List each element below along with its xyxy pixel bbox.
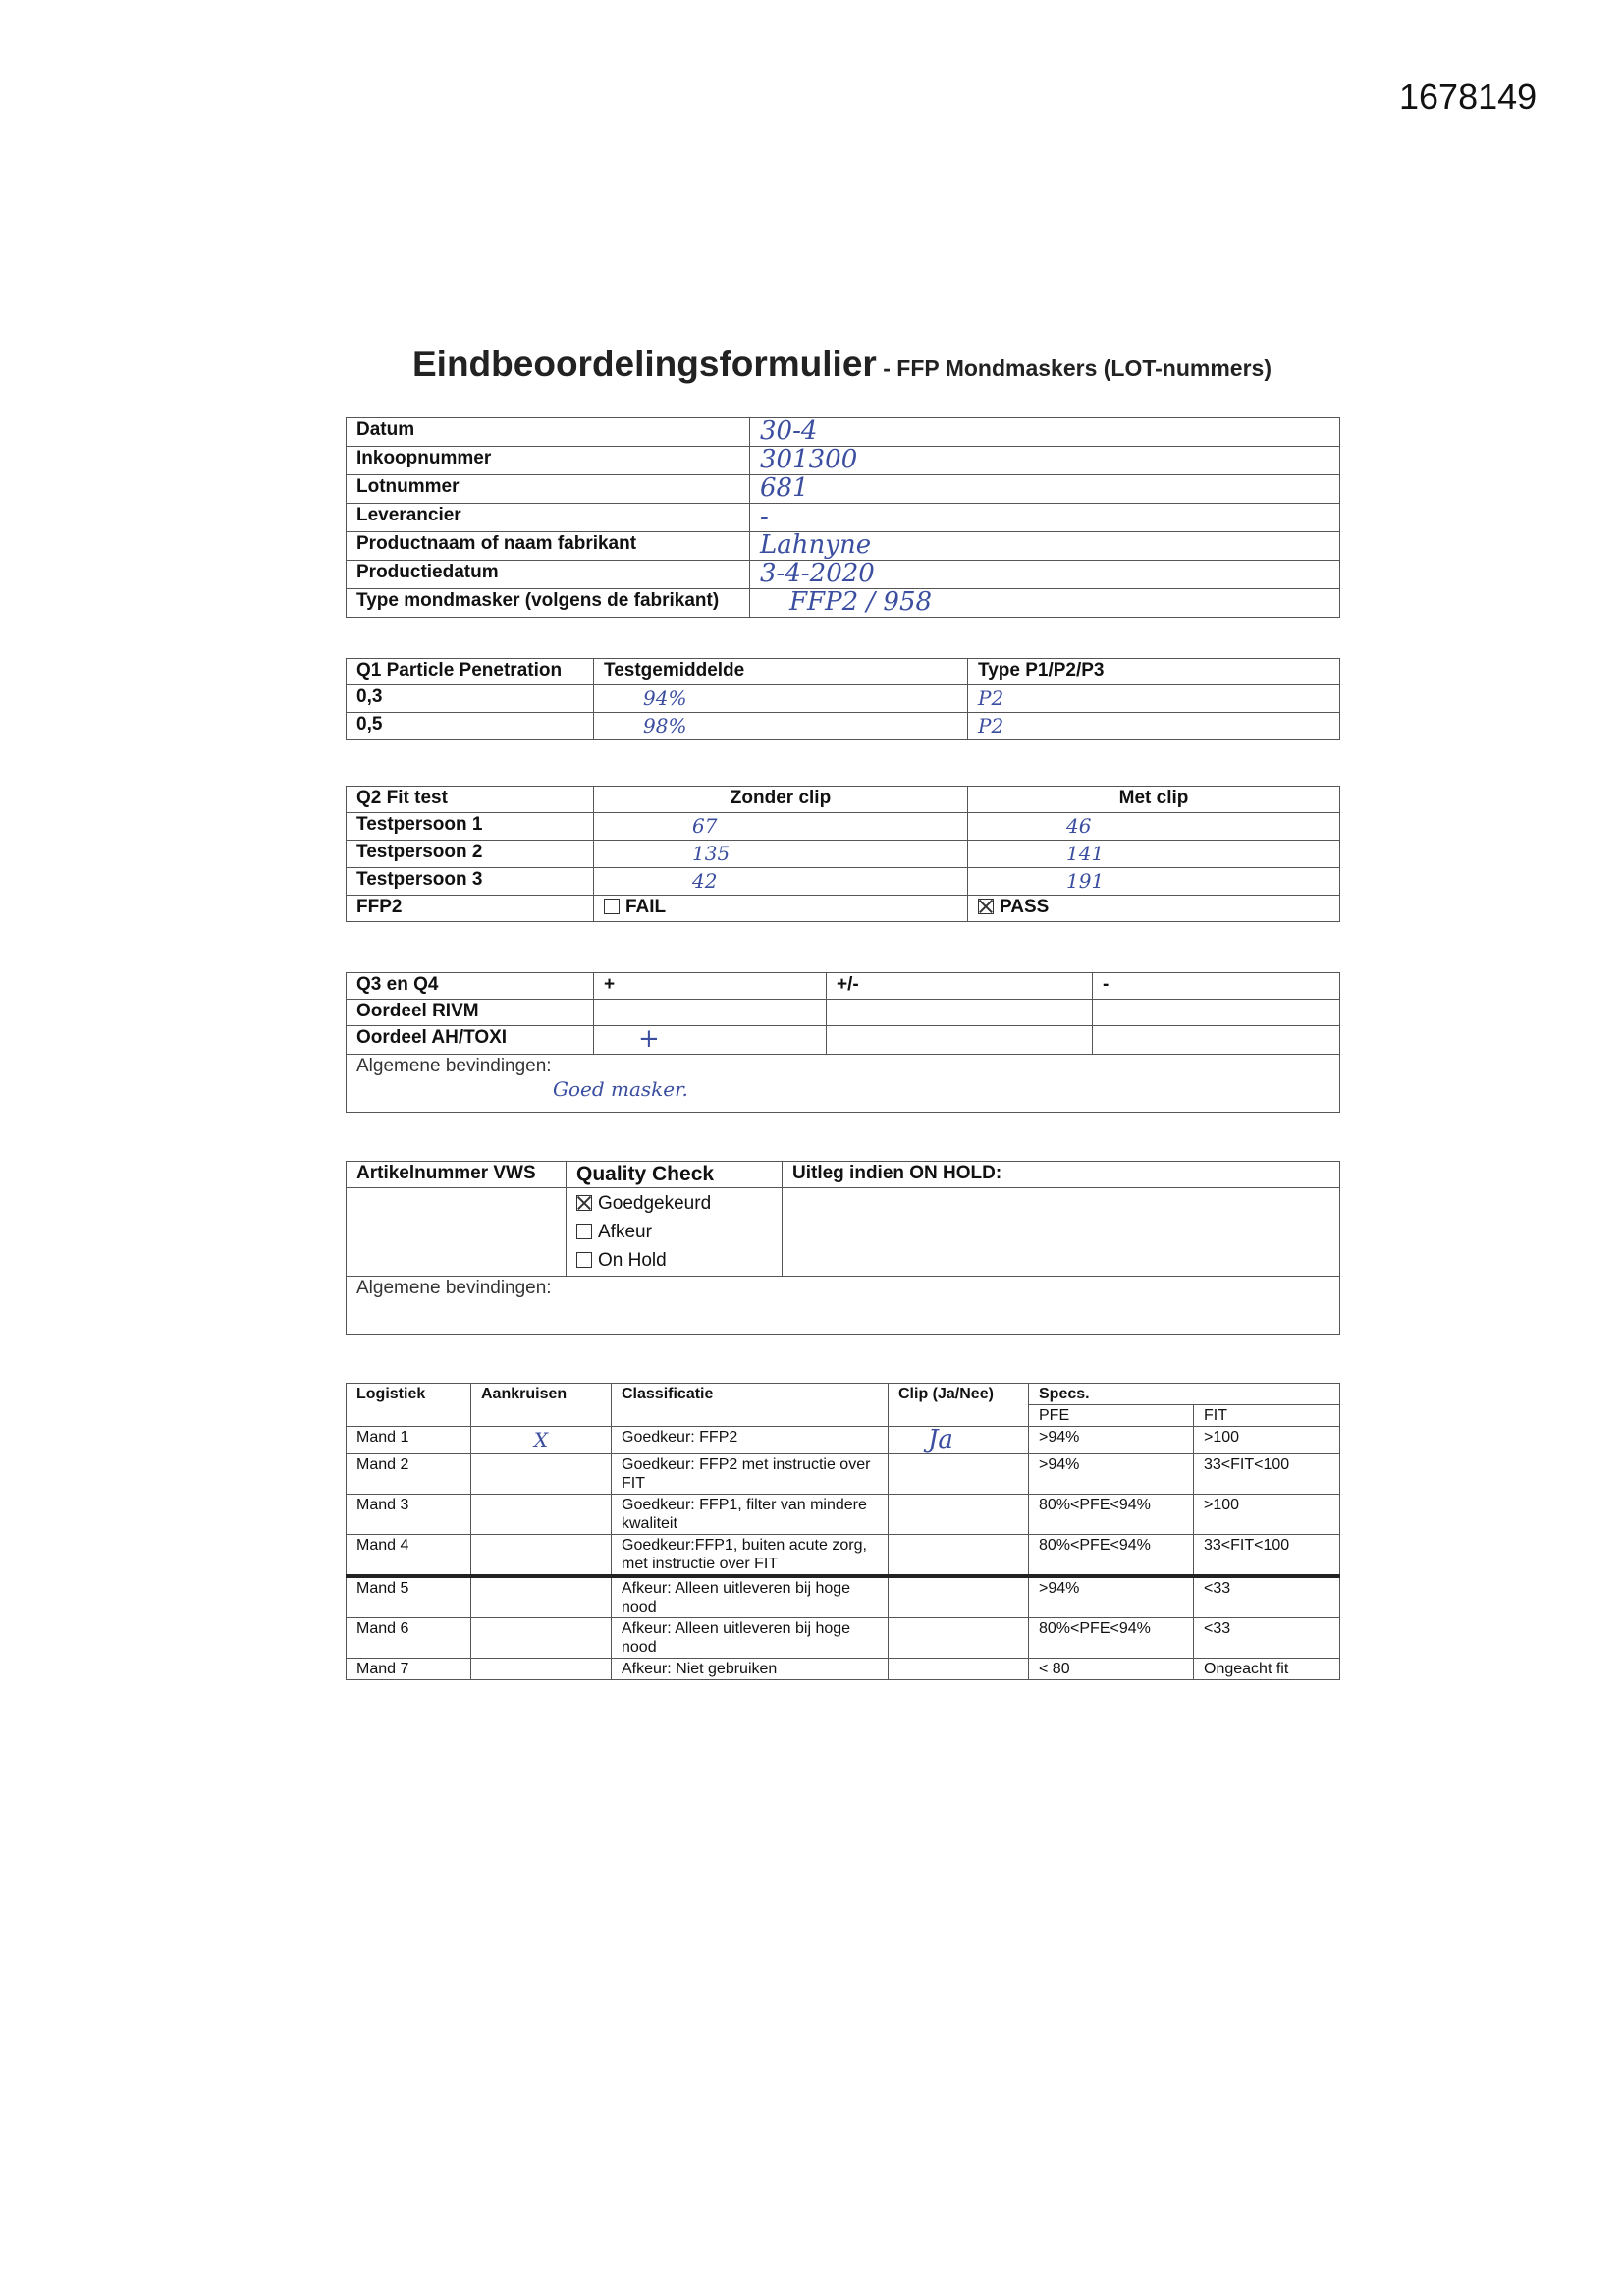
q3-table	[346, 972, 1340, 1113]
table-row	[347, 1535, 1340, 1577]
aankruisen-field[interactable]: X	[471, 1427, 612, 1454]
table-row	[347, 841, 1340, 868]
classificatie-text: Afkeur: Niet gebruiken	[612, 1659, 889, 1680]
table-row	[347, 813, 1340, 841]
table-row	[347, 532, 1340, 561]
pfe-value: >94%	[1029, 1454, 1194, 1495]
fit-value: 33<FIT<100	[1194, 1535, 1340, 1577]
zonder-clip-field[interactable]: 135	[594, 841, 968, 868]
table-row	[347, 447, 1340, 475]
clip-field[interactable]: Ja	[889, 1427, 1029, 1454]
table-row	[347, 504, 1340, 532]
table-row	[347, 868, 1340, 896]
value-productnaam[interactable]: Lahnyne	[750, 532, 1340, 561]
pfe-value: 80%<PFE<94%	[1029, 1495, 1194, 1535]
table-row	[347, 1427, 1340, 1454]
pass-checkbox[interactable]: PASS	[968, 896, 1340, 922]
fit-value: >100	[1194, 1495, 1340, 1535]
value-leverancier[interactable]: -	[750, 504, 1340, 532]
value-datum[interactable]: 30-4	[750, 418, 1340, 447]
minus-header: -	[1093, 973, 1340, 1000]
classificatie-text: Afkeur: Alleen uitleveren bij hoge nood	[612, 1576, 889, 1618]
type-header: Type P1/P2/P3	[968, 659, 1340, 685]
quality-check-header: Quality Check	[567, 1162, 783, 1188]
table-header-row	[347, 1162, 1340, 1188]
rivm-neutral-field[interactable]	[827, 1000, 1093, 1026]
aankruisen-field[interactable]	[471, 1659, 612, 1680]
pfe-value: >94%	[1029, 1576, 1194, 1618]
aankruisen-field[interactable]	[471, 1618, 612, 1659]
q1-row-label: 0,5	[347, 713, 594, 740]
fit-header: FIT	[1194, 1405, 1340, 1427]
onhold-checkbox[interactable]: On Hold	[576, 1246, 772, 1275]
zonder-clip-field[interactable]: 42	[594, 868, 968, 896]
ffp2-label: FFP2	[347, 896, 594, 922]
table-header-row	[347, 787, 1340, 813]
table-row	[347, 1454, 1340, 1495]
goedgekeurd-checkbox[interactable]: Goedgekeurd	[576, 1189, 772, 1218]
checkbox-icon	[576, 1224, 592, 1239]
table-row	[347, 1188, 1340, 1277]
q1-type-field[interactable]: P2	[968, 713, 1340, 740]
logistics-table	[346, 1383, 1340, 1680]
aankruisen-field[interactable]	[471, 1535, 612, 1577]
q1-table	[346, 658, 1340, 740]
label-type-mondmasker: Type mondmasker (volgens de fabrikant)	[347, 589, 750, 618]
mand-label: Mand 5	[347, 1576, 471, 1618]
fit-value: Ongeacht fit	[1194, 1659, 1340, 1680]
aankruisen-field[interactable]	[471, 1495, 612, 1535]
table-row	[347, 418, 1340, 447]
aankruisen-header: Aankruisen	[471, 1384, 612, 1427]
uitleg-field[interactable]	[783, 1188, 1340, 1277]
testgemiddelde-header: Testgemiddelde	[594, 659, 968, 685]
testpersoon-label: Testpersoon 1	[347, 813, 594, 841]
classificatie-text: Goedkeur: FFP2 met instructie over FIT	[612, 1454, 889, 1495]
mand-label: Mand 6	[347, 1618, 471, 1659]
quality-options	[567, 1188, 783, 1277]
quality-findings-label: Algemene bevindingen:	[356, 1278, 552, 1298]
checkbox-icon	[604, 899, 620, 914]
q1-avg-field[interactable]: 98%	[594, 713, 968, 740]
table-row	[347, 1026, 1340, 1055]
table-row	[347, 475, 1340, 504]
clip-field[interactable]	[889, 1454, 1029, 1495]
q2-table	[346, 786, 1340, 922]
zonder-clip-field[interactable]: 67	[594, 813, 968, 841]
label-lotnummer: Lotnummer	[347, 475, 750, 504]
oordeel-rivm-label: Oordeel RIVM	[347, 1000, 594, 1026]
quality-table	[346, 1161, 1340, 1335]
q1-avg-field[interactable]: 94%	[594, 685, 968, 713]
table-row	[347, 1000, 1340, 1026]
value-productiedatum[interactable]: 3-4-2020	[750, 561, 1340, 589]
neutral-header: +/-	[827, 973, 1093, 1000]
met-clip-field[interactable]: 191	[968, 868, 1340, 896]
checkbox-icon	[576, 1252, 592, 1268]
clip-field[interactable]	[889, 1659, 1029, 1680]
findings-value: Goed masker.	[553, 1077, 688, 1101]
classificatie-text: Goedkeur: FFP1, filter van mindere kwaliteit	[612, 1495, 889, 1535]
table-row	[347, 713, 1340, 740]
fit-value: >100	[1194, 1427, 1340, 1454]
q1-header: Q1 Particle Penetration	[347, 659, 594, 685]
mand-label: Mand 1	[347, 1427, 471, 1454]
table-header-row	[347, 659, 1340, 685]
label-productnaam: Productnaam of naam fabrikant	[347, 532, 750, 561]
logistiek-header: Logistiek	[347, 1384, 471, 1427]
artikelnummer-field[interactable]	[347, 1188, 567, 1277]
ahtoxi-plus-field[interactable]: +	[594, 1026, 827, 1055]
label-inkoopnummer: Inkoopnummer	[347, 447, 750, 475]
label-datum: Datum	[347, 418, 750, 447]
artikelnummer-header: Artikelnummer VWS	[347, 1162, 567, 1188]
met-clip-field[interactable]: 141	[968, 841, 1340, 868]
table-row	[347, 1277, 1340, 1335]
mand-label: Mand 4	[347, 1535, 471, 1577]
table-row	[347, 1055, 1340, 1113]
findings-field[interactable]	[347, 1055, 1340, 1113]
q1-type-field[interactable]: P2	[968, 685, 1340, 713]
plus-header: +	[594, 973, 827, 1000]
q3-header: Q3 en Q4	[347, 973, 594, 1000]
q2-header: Q2 Fit test	[347, 787, 594, 813]
label-leverancier: Leverancier	[347, 504, 750, 532]
value-type-mondmasker[interactable]: FFP2 / 958	[750, 589, 1340, 618]
pfe-header: PFE	[1029, 1405, 1194, 1427]
clip-field[interactable]	[889, 1576, 1029, 1618]
q1-row-label: 0,3	[347, 685, 594, 713]
mand-label: Mand 3	[347, 1495, 471, 1535]
form-title-sub: FFP Mondmaskers (LOT-nummers)	[896, 355, 1272, 381]
specs-header: Specs.	[1029, 1384, 1340, 1405]
findings-label: Algemene bevindingen:	[356, 1056, 552, 1076]
table-row	[347, 1495, 1340, 1535]
table-row	[347, 589, 1340, 618]
form-title-main: Eindbeoordelingsformulier	[412, 344, 877, 384]
testpersoon-label: Testpersoon 3	[347, 868, 594, 896]
ahtoxi-neutral-field[interactable]	[827, 1026, 1093, 1055]
clip-field[interactable]	[889, 1495, 1029, 1535]
table-row	[347, 1659, 1340, 1680]
met-clip-field[interactable]: 46	[968, 813, 1340, 841]
table-row	[347, 1618, 1340, 1659]
pfe-value: 80%<PFE<94%	[1029, 1618, 1194, 1659]
zonder-clip-header: Zonder clip	[594, 787, 968, 813]
table-header-row	[347, 1384, 1340, 1405]
mand-label: Mand 2	[347, 1454, 471, 1495]
afkeur-checkbox[interactable]: Afkeur	[576, 1218, 772, 1246]
label-productiedatum: Productiedatum	[347, 561, 750, 589]
fail-checkbox[interactable]: FAIL	[594, 896, 968, 922]
pfe-value: >94%	[1029, 1427, 1194, 1454]
quality-findings-field[interactable]	[347, 1277, 1340, 1335]
mand-label: Mand 7	[347, 1659, 471, 1680]
clip-field[interactable]	[889, 1535, 1029, 1577]
table-row	[347, 561, 1340, 589]
classificatie-text: Afkeur: Alleen uitleveren bij hoge nood	[612, 1618, 889, 1659]
classificatie-header: Classificatie	[612, 1384, 889, 1427]
testpersoon-label: Testpersoon 2	[347, 841, 594, 868]
rivm-minus-field[interactable]	[1093, 1000, 1340, 1026]
form-title-separator: -	[876, 355, 897, 381]
rivm-plus-field[interactable]	[594, 1000, 827, 1026]
fit-value: 33<FIT<100	[1194, 1454, 1340, 1495]
fit-value: <33	[1194, 1576, 1340, 1618]
table-header-row	[347, 973, 1340, 1000]
oordeel-ahtoxi-label: Oordeel AH/TOXI	[347, 1026, 594, 1055]
document-id: 1678149	[1399, 77, 1538, 117]
value-lotnummer[interactable]: 681	[750, 475, 1340, 504]
table-row	[347, 1576, 1340, 1618]
met-clip-header: Met clip	[968, 787, 1340, 813]
aankruisen-field[interactable]	[471, 1576, 612, 1618]
classificatie-text: Goedkeur:FFP1, buiten acute zorg, met instructie over FIT	[612, 1535, 889, 1577]
clip-field[interactable]	[889, 1618, 1029, 1659]
value-inkoopnummer[interactable]: 301300	[750, 447, 1340, 475]
pfe-value: < 80	[1029, 1659, 1194, 1680]
checked-checkbox-icon	[576, 1195, 592, 1211]
checked-checkbox-icon	[978, 899, 994, 914]
pfe-value: 80%<PFE<94%	[1029, 1535, 1194, 1577]
form-title	[412, 344, 1272, 385]
classificatie-text: Goedkeur: FFP2	[612, 1427, 889, 1454]
table-row	[347, 896, 1340, 922]
ahtoxi-minus-field[interactable]	[1093, 1026, 1340, 1055]
clip-header: Clip (Ja/Nee)	[889, 1384, 1029, 1427]
fit-value: <33	[1194, 1618, 1340, 1659]
info-table	[346, 417, 1340, 618]
uitleg-header: Uitleg indien ON HOLD:	[783, 1162, 1340, 1188]
aankruisen-field[interactable]	[471, 1454, 612, 1495]
table-row	[347, 685, 1340, 713]
